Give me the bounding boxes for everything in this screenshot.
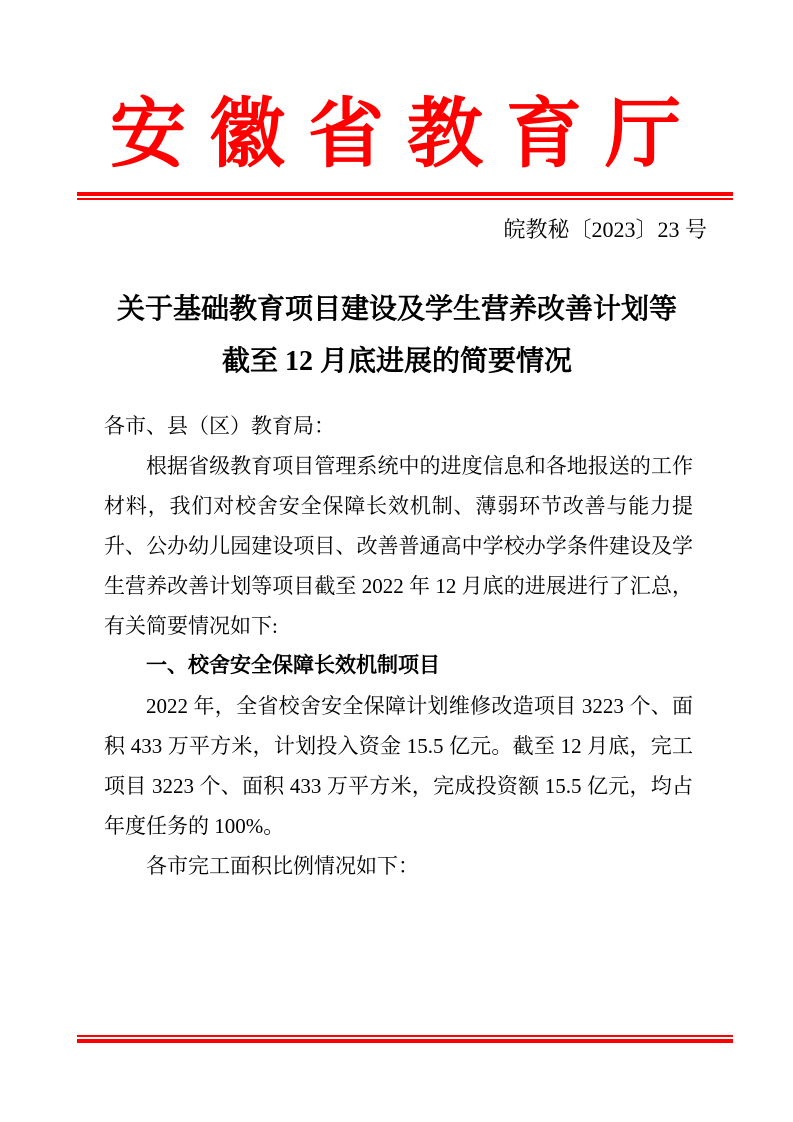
rule-thick-bar — [77, 1039, 733, 1043]
section1-heading: 一、校舍安全保障长效机制项目 — [146, 654, 440, 677]
salutation: 各市、县（区）教育局： — [104, 414, 335, 438]
intro-paragraph: 根据省级教育项目管理系统中的进度信息和各地报送的工作材料，我们对校舍安全保障长效机制、薄弱环节改善与能力提升、公办幼儿园建设项目、改善普通高中学校办学条件建设及学生营养改善计划等项目截至 2022 年 12 月底的进展进行了汇总，有关简要情况如下: — [104, 454, 693, 638]
document-body — [104, 406, 693, 886]
rule-thin-bar — [77, 198, 733, 200]
document-title-line1: 关于基础教育项目建设及学生营养改善计划等 — [116, 294, 677, 325]
document-title — [102, 284, 692, 388]
document-title-line2: 截至 12 月底进展的简要情况 — [221, 346, 572, 377]
letterhead-double-rule — [77, 192, 733, 200]
section1-paragraph1: 2022 年，全省校舍安全保障计划维修改造项目 3223 个、面积 433 万平方米，计划投入资金 15.5 亿元。截至 12 月底，完工项目 3223 个、面积 433 万平方米，完成投资额 15.5 亿元，均占年度任务的 100%。 — [104, 694, 693, 838]
document-number: 皖教秘〔2023〕23 号 — [503, 217, 707, 242]
letterhead-org-name: 安 徽 省 教 育 厅 — [110, 93, 683, 177]
footer-double-rule — [77, 1035, 733, 1043]
section1-paragraph2: 各市完工面积比例情况如下： — [146, 854, 419, 878]
